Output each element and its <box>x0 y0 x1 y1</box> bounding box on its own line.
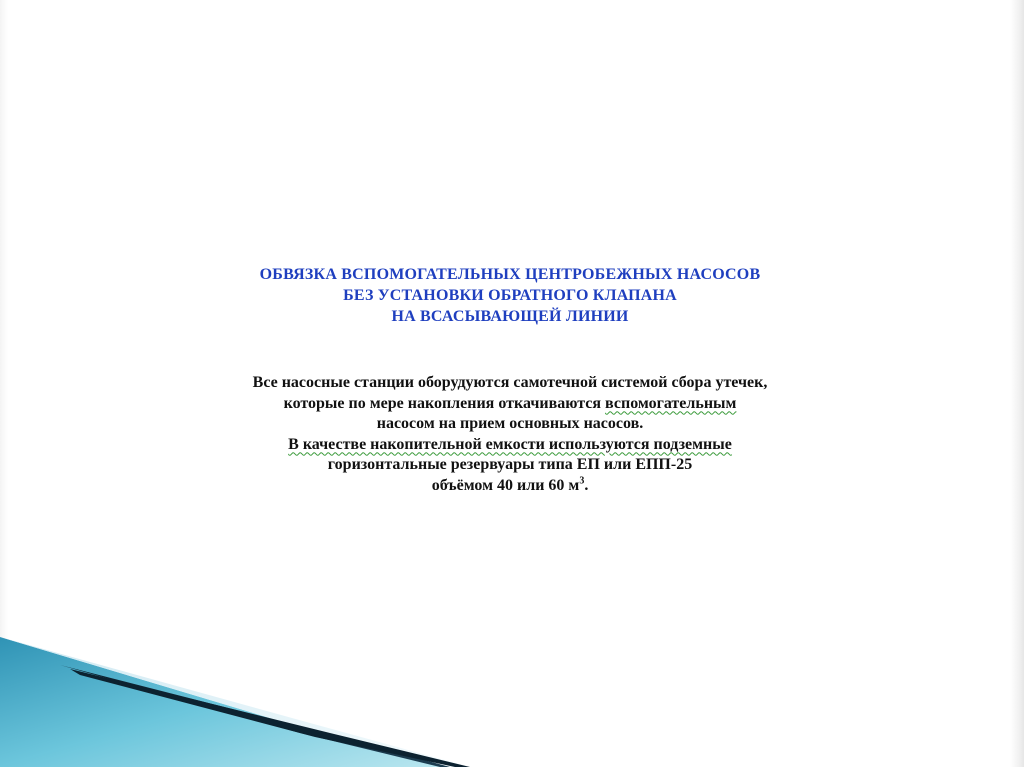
body-line-5: горизонтальные резервуары типа ЕП или ЕПП-25 <box>327 456 693 473</box>
title-line-2: БЕЗ УСТАНОВКИ ОБРАТНОГО КЛАПАНА <box>343 287 677 304</box>
body-line-6-text: объёмом 40 или 60 м <box>431 476 580 494</box>
title-line-1: ОБВЯЗКА ВСПОМОГАТЕЛЬНЫХ ЦЕНТРОБЕЖНЫХ НАСОСОВ <box>259 266 761 283</box>
body-line-2-text: которые по мере накопления откачиваются <box>283 394 606 412</box>
body-line-2-underlined-word: вспомогательным <box>605 394 737 412</box>
body-line-6-superscript: 3 <box>579 475 585 487</box>
title-line-3: НА ВСАСЫВАЮЩЕЙ ЛИНИИ <box>391 308 629 325</box>
slide-body-text <box>180 373 840 496</box>
body-line-4: В качестве накопительной емкости используются подземные <box>288 435 732 453</box>
body-line-2 <box>180 394 840 415</box>
body-line-6-period: . <box>584 476 589 494</box>
slide-frame-right <box>1010 0 1024 767</box>
slide-title <box>180 264 840 327</box>
corner-decoration <box>0 637 520 767</box>
body-line-6 <box>180 476 840 497</box>
body-line-3: насосом на прием основных насосов. <box>376 415 644 432</box>
body-line-1: Все насосные станции оборудуются самотечной системой сбора утечек, <box>252 374 768 391</box>
